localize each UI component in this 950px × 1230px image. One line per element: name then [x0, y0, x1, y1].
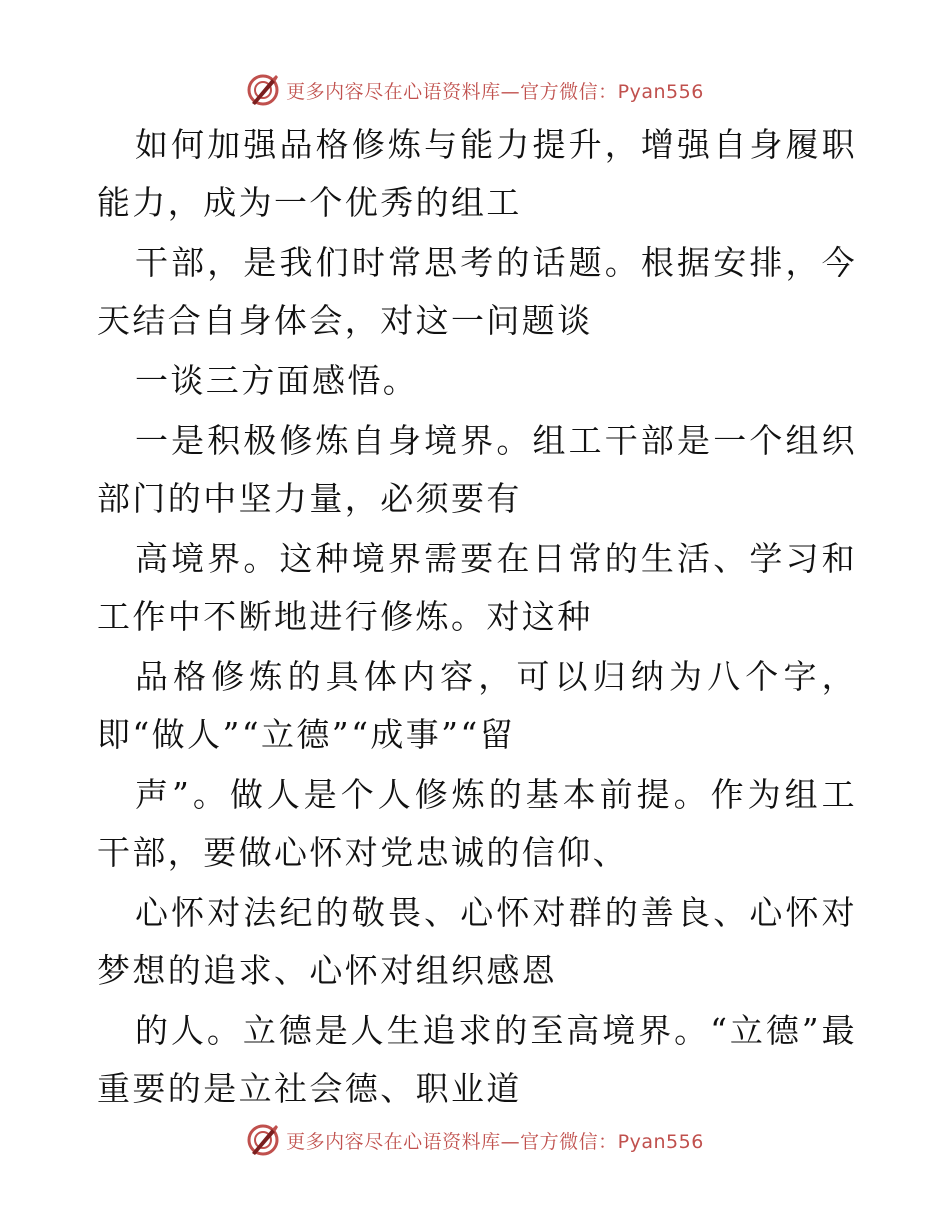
paragraph-2: 干部，是我们时常思考的话题。根据安排，今天结合自身体会，对这一问题谈: [97, 243, 857, 340]
paragraph-1: 如何加强品格修炼与能力提升，增强自身履职能力，成为一个优秀的组工: [97, 125, 857, 222]
pen-logo-icon: [246, 1123, 280, 1157]
paragraph-6: 品格修炼的具体内容，可以归纳为八个字，即“做人”“立德”“成事”“留: [97, 657, 857, 754]
paragraph-8: 心怀对法纪的敬畏、心怀对群的善良、心怀对梦想的追求、心怀对组织感恩: [97, 893, 857, 990]
footer-banner: [0, 1120, 950, 1160]
header-banner: [0, 70, 950, 110]
paragraph-9: 的人。立德是人生追求的至高境界。“立德”最重要的是立社会德、职业道: [97, 1011, 857, 1108]
paragraph-3: 一谈三方面感悟。: [135, 361, 419, 400]
document-body: [97, 116, 857, 1120]
paragraph-4: 一是积极修炼自身境界。组工干部是一个组织部门的中坚力量，必须要有: [97, 421, 857, 518]
paragraph-5: 高境界。这种境界需要在日常的生活、学习和工作中不断地进行修炼。对这种: [97, 539, 857, 636]
pen-logo-icon: [246, 73, 280, 107]
footer-banner-text: 更多内容尽在心语资料库—官方微信：Pyan556: [286, 1130, 704, 1153]
paragraph-7: 声”。做人是个人修炼的基本前提。作为组工干部，要做心怀对党忠诚的信仰、: [97, 775, 857, 872]
header-banner-text: 更多内容尽在心语资料库—官方微信：Pyan556: [286, 80, 704, 103]
